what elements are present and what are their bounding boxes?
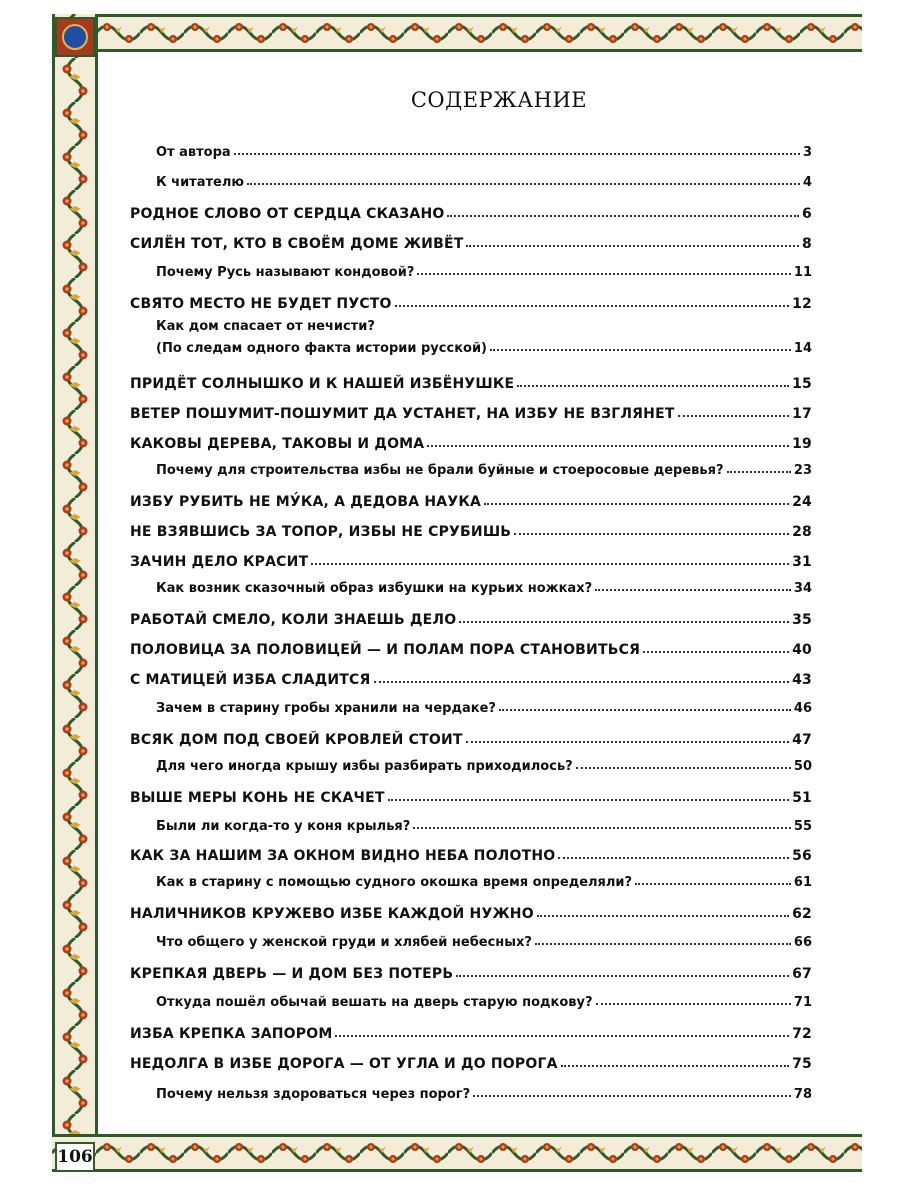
toc-entry-page: 55 xyxy=(793,819,812,834)
toc-leader-dots xyxy=(499,709,791,711)
toc-leader-dots xyxy=(473,1095,791,1097)
toc-leader-dots xyxy=(374,681,790,683)
toc-chapter-entry[interactable] xyxy=(130,668,812,688)
toc-chapter-entry[interactable] xyxy=(130,292,812,312)
corner-flower-icon xyxy=(55,17,95,57)
toc-leader-dots xyxy=(395,305,789,307)
toc-leader-dots xyxy=(466,741,789,743)
toc-entry-label-line: Как дом спасает от нечисти? xyxy=(156,319,375,334)
toc-entry-page: 17 xyxy=(792,406,812,422)
toc-leader-dots xyxy=(427,445,789,447)
toc-entry-label: К читателю xyxy=(156,175,245,190)
toc-entry-label: НЕДОЛГА В ИЗБЕ ДОРОГА — ОТ УГЛА И ДО ПОРОГА xyxy=(130,1056,558,1072)
toc-entry-page: 24 xyxy=(792,494,812,510)
toc-leader-dots xyxy=(311,563,789,565)
toc-subentry[interactable] xyxy=(156,990,812,1010)
toc-entry-label: НАЛИЧНИКОВ КРУЖЕВО ИЗБЕ КАЖДОЙ НУЖНО xyxy=(130,906,534,922)
toc-entry-label: От автора xyxy=(156,145,231,160)
toc-entry-label: КАКОВЫ ДЕРЕВА, ТАКОВЫ И ДОМА xyxy=(130,436,425,452)
toc-entry-page: 67 xyxy=(792,966,812,982)
toc-subentry[interactable] xyxy=(156,576,812,596)
toc-entry-page: 31 xyxy=(792,554,812,570)
toc-leader-dots xyxy=(537,915,789,917)
toc-entry-page: 23 xyxy=(793,463,812,478)
toc-entry-label: ИЗБА КРЕПКА ЗАПОРОМ xyxy=(130,1026,333,1042)
toc-leader-dots xyxy=(456,975,789,977)
toc-entry-page: 15 xyxy=(792,376,812,392)
toc-entry-page: 14 xyxy=(793,341,812,356)
toc-entry-label: РАБОТАЙ СМЕЛО, КОЛИ ЗНАЕШЬ ДЕЛО xyxy=(130,612,457,628)
toc-leader-dots xyxy=(635,883,791,885)
toc-entry-label: ПРИДЁТ СОЛНЫШКО И К НАШЕЙ ИЗБЁНУШКЕ xyxy=(130,376,515,392)
toc-chapter-entry[interactable] xyxy=(130,490,812,510)
toc-leader-dots xyxy=(514,533,789,535)
toc-entry-page: 35 xyxy=(792,612,812,628)
toc-subentry[interactable] xyxy=(156,260,812,280)
toc-leader-dots xyxy=(535,943,791,945)
ornament-border-left xyxy=(52,14,98,1154)
toc-leader-dots xyxy=(558,857,789,859)
toc-leader-dots xyxy=(595,589,791,591)
page-number: 106 xyxy=(55,1142,95,1172)
toc-entry-page: 78 xyxy=(793,1087,812,1102)
toc-entry-page: 62 xyxy=(792,906,812,922)
toc-entry-page: 4 xyxy=(802,175,812,190)
toc-entry-label: СИЛЁН ТОТ, КТО В СВОЁМ ДОМЕ ЖИВЁТ xyxy=(130,236,464,252)
toc-chapter-entry[interactable] xyxy=(130,844,812,864)
toc-chapter-entry[interactable] xyxy=(130,372,812,392)
toc-entry-label: ВСЯК ДОМ ПОД СВОЕЙ КРОВЛЕЙ СТОИТ xyxy=(130,732,463,748)
toc-chapter-entry[interactable] xyxy=(130,638,812,658)
toc-entry-label: КАК ЗА НАШИМ ЗА ОКНОМ ВИДНО НЕБА ПОЛОТНО xyxy=(130,848,556,864)
ornament-border-top xyxy=(52,14,862,52)
toc-entry-label: Зачем в старину гробы хранили на чердаке? xyxy=(156,701,496,716)
toc-entry-label: Как в старину с помощью судного окошка время определяли? xyxy=(156,875,633,890)
toc-entry-page: 34 xyxy=(793,581,812,596)
toc-entry-label: РОДНОЕ СЛОВО ОТ СЕРДЦА СКАЗАНО xyxy=(130,206,445,222)
toc-chapter-entry[interactable] xyxy=(130,786,812,806)
toc-entry-page: 11 xyxy=(793,265,812,280)
toc-entry-page: 72 xyxy=(792,1026,812,1042)
toc-leader-dots xyxy=(466,245,799,247)
toc-leader-dots xyxy=(727,471,791,473)
page-title: СОДЕРЖАНИЕ xyxy=(410,88,588,112)
toc-entry-label: НЕ ВЗЯВШИСЬ ЗА ТОПОР, ИЗБЫ НЕ СРУБИШЬ xyxy=(130,524,512,540)
toc-leader-dots xyxy=(490,349,791,351)
toc-entry-page: 19 xyxy=(792,436,812,452)
toc-entry-label: Были ли когда-то у коня крылья? xyxy=(156,819,411,834)
toc-entry-page: 8 xyxy=(802,236,812,252)
toc-subentry[interactable] xyxy=(156,170,812,190)
toc-leader-dots xyxy=(447,215,799,217)
toc-entry-label: КРЕПКАЯ ДВЕРЬ — И ДОМ БЕЗ ПОТЕРЬ xyxy=(130,966,454,982)
toc-chapter-entry[interactable] xyxy=(130,402,812,422)
toc-chapter-entry[interactable] xyxy=(130,608,812,628)
toc-leader-dots xyxy=(517,385,789,387)
toc-chapter-entry[interactable] xyxy=(130,728,812,748)
toc-leader-dots xyxy=(459,621,789,623)
toc-leader-dots xyxy=(417,273,791,275)
toc-chapter-entry[interactable] xyxy=(130,1052,812,1072)
ornament-vine-icon xyxy=(52,14,862,52)
toc-entry-page: 47 xyxy=(792,732,812,748)
toc-leader-dots xyxy=(678,415,790,417)
toc-leader-dots xyxy=(413,827,791,829)
toc-leader-dots xyxy=(561,1065,790,1067)
toc-entry-label: ВЕТЕР ПОШУМИТ-ПОШУМИТ ДА УСТАНЕТ, НА ИЗБУ НЕ ВЗГЛЯНЕТ xyxy=(130,406,675,422)
toc-subentry[interactable] xyxy=(156,870,812,890)
toc-entry-page: 12 xyxy=(792,296,812,312)
toc-subentry[interactable] xyxy=(156,930,812,950)
toc-entry-page: 75 xyxy=(792,1056,812,1072)
toc-subentry[interactable] xyxy=(156,458,812,478)
toc-chapter-entry[interactable] xyxy=(130,202,812,222)
ornament-vine-icon xyxy=(52,1134,862,1172)
toc-chapter-entry[interactable] xyxy=(130,902,812,922)
toc-entry-label: ВЫШЕ МЕРЫ КОНЬ НЕ СКАЧЕТ xyxy=(130,790,385,806)
toc-chapter-entry[interactable] xyxy=(130,962,812,982)
toc-entry-page: 46 xyxy=(793,701,812,716)
toc-leader-dots xyxy=(388,799,790,801)
ornament-vine-icon xyxy=(52,14,98,1154)
toc-leader-dots xyxy=(247,183,800,185)
toc-entry-page: 3 xyxy=(802,145,812,160)
toc-entry-label: Для чего иногда крышу избы разбирать приходилось? xyxy=(156,759,573,774)
toc-subentry[interactable] xyxy=(156,318,812,356)
toc-entry-label: Почему Русь называют кондовой? xyxy=(156,265,415,280)
toc-leader-dots xyxy=(576,767,791,769)
toc-entry-page: 66 xyxy=(793,935,812,950)
toc-leader-dots xyxy=(596,1003,791,1005)
toc-entry-label: Как возник сказочный образ избушки на курьих ножках? xyxy=(156,581,593,596)
toc-entry-page: 61 xyxy=(793,875,812,890)
toc-subentry[interactable] xyxy=(156,1082,812,1102)
toc-entry-label: СВЯТО МЕСТО НЕ БУДЕТ ПУСТО xyxy=(130,296,392,312)
toc-entry-page: 71 xyxy=(793,995,812,1010)
ornament-border-bottom xyxy=(52,1134,862,1172)
toc-subentry[interactable] xyxy=(156,754,812,774)
toc-entry-label: Что общего у женской груди и хлябей небесных? xyxy=(156,935,532,950)
toc-entry-page: 56 xyxy=(792,848,812,864)
toc-entry-label: Почему нельзя здороваться через порог? xyxy=(156,1087,471,1102)
toc-chapter-entry[interactable] xyxy=(130,432,812,452)
toc-entry-label: (По следам одного факта истории русской) xyxy=(156,341,487,356)
toc-entry-label: ЗАЧИН ДЕЛО КРАСИТ xyxy=(130,554,309,570)
toc-entry-label: С МАТИЦЕЙ ИЗБА СЛАДИТСЯ xyxy=(130,672,371,688)
toc-chapter-entry[interactable] xyxy=(130,550,812,570)
toc-subentry[interactable] xyxy=(156,140,812,160)
toc-entry-page: 28 xyxy=(792,524,812,540)
toc-entry-page: 51 xyxy=(792,790,812,806)
toc-entry-label: Почему для строительства избы не брали буйные и стоеросовые деревья? xyxy=(156,463,724,478)
toc-entry-page: 43 xyxy=(792,672,812,688)
toc-subentry[interactable] xyxy=(156,696,812,716)
toc-chapter-entry[interactable] xyxy=(130,232,812,252)
toc-leader-dots xyxy=(643,651,789,653)
toc-entry-page: 6 xyxy=(802,206,812,222)
toc-chapter-entry[interactable] xyxy=(130,1022,812,1042)
toc-entry-label: ИЗБУ РУБИТЬ НЕ МУ́КА, А ДЕДОВА НАУКА xyxy=(130,494,482,510)
toc-entry-page: 40 xyxy=(792,642,812,658)
toc-entry-page: 50 xyxy=(793,759,812,774)
toc-leader-dots xyxy=(234,153,800,155)
toc-chapter-entry[interactable] xyxy=(130,520,812,540)
toc-subentry[interactable] xyxy=(156,814,812,834)
toc-leader-dots xyxy=(484,503,789,505)
toc-leader-dots xyxy=(335,1035,789,1037)
toc-entry-label: ПОЛОВИЦА ЗА ПОЛОВИЦЕЙ — И ПОЛАМ ПОРА СТАНОВИТЬСЯ xyxy=(130,642,641,658)
toc-entry-label: Откуда пошёл обычай вешать на дверь старую подкову? xyxy=(156,995,593,1010)
